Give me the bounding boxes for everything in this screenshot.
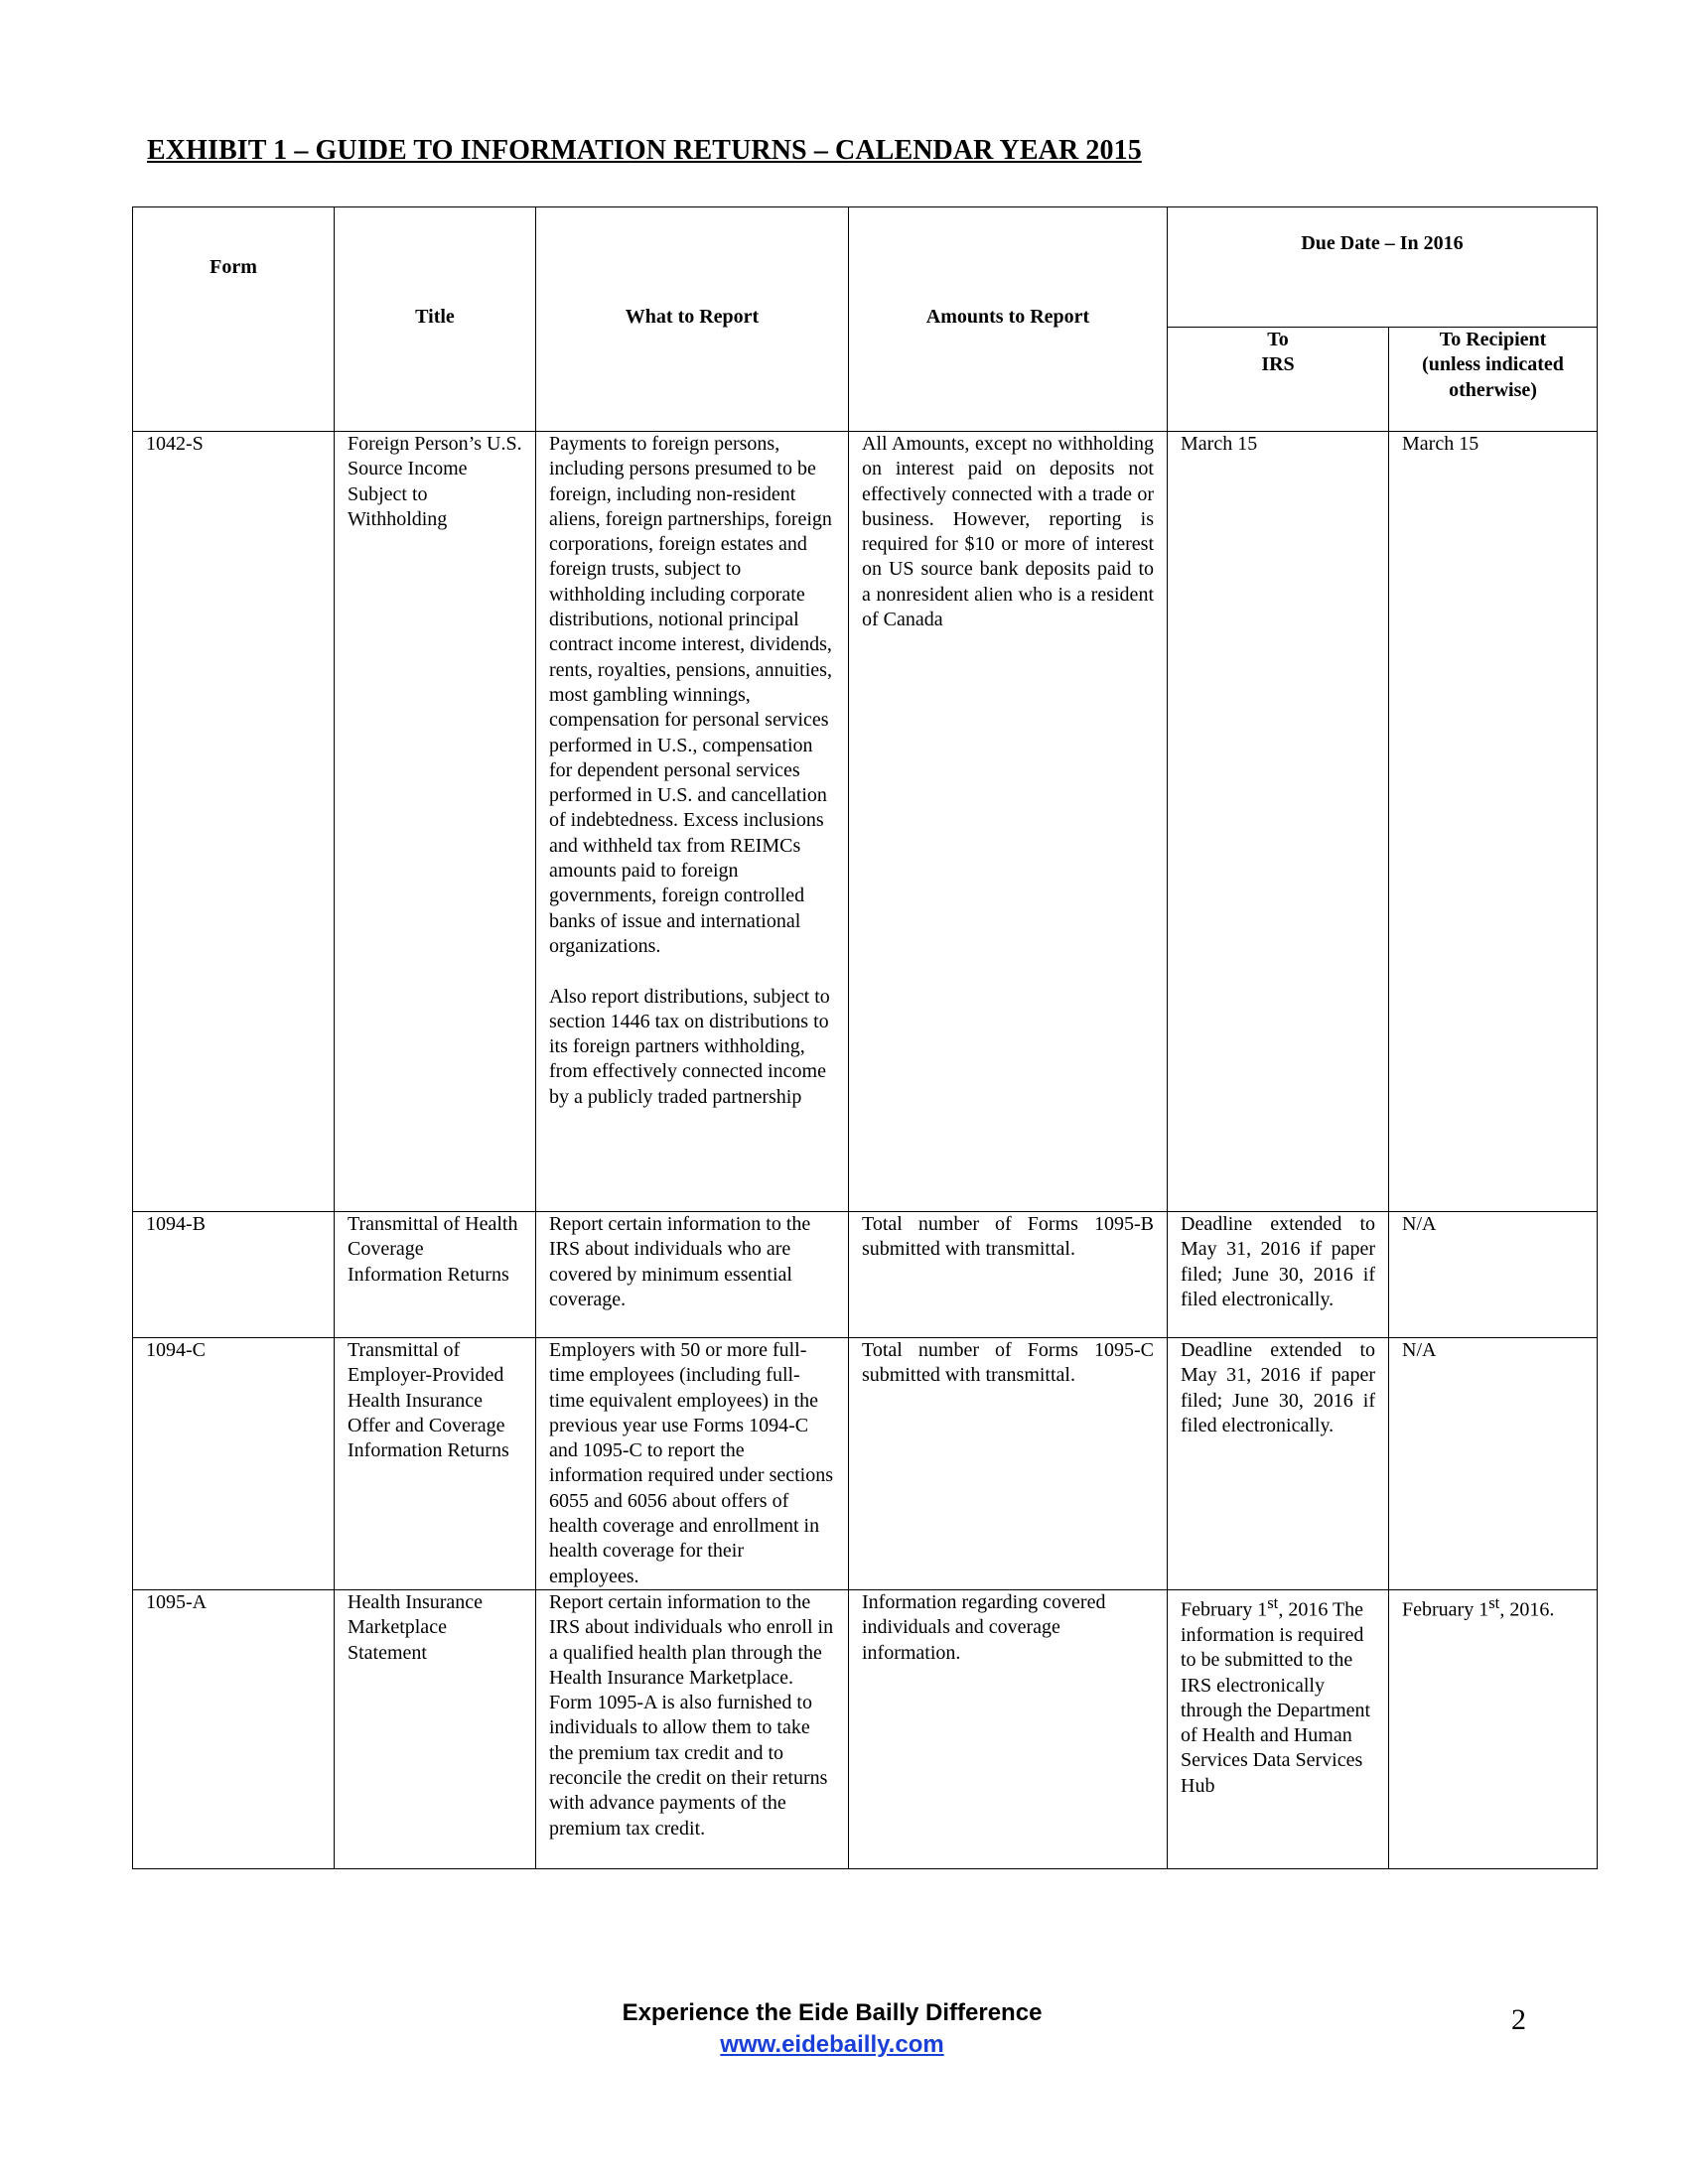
row-amounts-to-report: All Amounts, except no withholding on interest paid on deposits not effectively connected with a trade or business. However, reporting is required for $10 or more of interest on US source bank deposits paid to a nonresident alien who is a resident of Canada <box>849 432 1168 1212</box>
row-what-to-report: Employers with 50 or more full-time employees (including full-time equivalent employees) in the previous year use Forms 1094-C and 1095-C to report the information required under sections 6055 and 6056 about offers of health coverage and enrollment in health coverage for their employees. <box>536 1338 849 1590</box>
row-what-to-report: Payments to foreign persons, including persons presumed to be foreign, including non-resident aliens, foreign partnerships, foreign corporations, foreign estates and foreign trusts, subject to withholding including corporate distributions, notional principal contract income interest, dividends, rents, royalties, pensions, annuities, most gambling winnings, compensation for personal services performed in U.S., compensation for dependent personal services performed in U.S. and cancellation of indebtedness. Excess inclusions and withheld tax from REIMCs amounts paid to foreign governments, foreign controlled banks of issue and international organizations. Also report distributions, subject to section 1446 tax on distributions to its foreign partners withholding, from effectively connected income by a publicly traded partnership <box>536 432 849 1212</box>
header-form: Form <box>133 207 335 432</box>
row-due-to-irs <box>1168 1212 1389 1338</box>
row-amounts-to-report: Information regarding covered individuals and coverage information. <box>849 1590 1168 1869</box>
table-row <box>133 1590 1598 1869</box>
table-row <box>133 432 1598 1212</box>
due-to-recipient-text: N/A <box>1402 1213 1437 1235</box>
row-amounts-to-report: Total number of Forms 1095-B submitted with transmittal. <box>849 1212 1168 1338</box>
due-to-irs-text: Deadline extended to May 31, 2016 if paper filed; June 30, 2016 if filed electronically. <box>1181 1339 1375 1436</box>
row-due-to-irs <box>1168 432 1389 1212</box>
header-title: Title <box>335 207 536 432</box>
due-to-irs-ordinal: st <box>1267 1593 1279 1612</box>
due-to-irs-note: , 2016 The information is required to be submitted to the IRS electronically through the Department of Health and Human Services Data Services Hub <box>1181 1598 1371 1797</box>
row-due-to-recipient <box>1389 432 1598 1212</box>
table-row <box>133 1212 1598 1338</box>
row-title: Health Insurance Marketplace Statement <box>335 1590 536 1869</box>
header-due-date: Due Date – In 2016 <box>1168 207 1598 328</box>
row-what-to-report: Report certain information to the IRS about individuals who are covered by minimum essential coverage. <box>536 1212 849 1338</box>
due-to-recipient-text: N/A <box>1402 1339 1437 1361</box>
footer-website-link[interactable]: www.eidebailly.com <box>720 2031 944 2058</box>
due-to-recipient-text: March 15 <box>1402 433 1479 455</box>
due-to-recipient-ordinal: st <box>1488 1593 1500 1612</box>
due-to-recipient-date: February 1 <box>1402 1598 1489 1621</box>
row-what-to-report: Report certain information to the IRS about individuals who enroll in a qualified health plan through the Health Insurance Marketplace. Form 1095-A is also furnished to individuals to allow them to take the premium tax credit and to reconcile the credit on their returns with advance payments of the premium tax credit. <box>536 1590 849 1869</box>
row-form: 1095-A <box>133 1590 335 1869</box>
due-to-irs-text: Deadline extended to May 31, 2016 if paper filed; June 30, 2016 if filed electronically. <box>1181 1213 1375 1310</box>
document-title: EXHIBIT 1 – GUIDE TO INFORMATION RETURNS – CALENDAR YEAR 2015 <box>147 135 1142 166</box>
footer-tagline: Experience the Eide Bailly Difference <box>622 1999 1043 2026</box>
row-amounts-to-report: Total number of Forms 1095-C submitted with transmittal. <box>849 1338 1168 1590</box>
header-to-recipient: To Recipient (unless indicated otherwise) <box>1389 328 1598 432</box>
header-amounts-to-report: Amounts to Report <box>849 207 1168 432</box>
row-due-to-recipient <box>1389 1212 1598 1338</box>
header-row-main <box>133 207 1598 328</box>
row-due-to-irs <box>1168 1590 1389 1869</box>
row-form: 1094-B <box>133 1212 335 1338</box>
row-title: Transmittal of Health Coverage Information Returns <box>335 1212 536 1338</box>
row-title: Foreign Person’s U.S. Source Income Subject to Withholding <box>335 432 536 1212</box>
row-due-to-recipient <box>1389 1590 1598 1869</box>
header-to-irs: To IRS <box>1168 328 1389 432</box>
row-form: 1042-S <box>133 432 335 1212</box>
due-to-recipient-note: , 2016. <box>1499 1598 1555 1621</box>
row-due-to-irs <box>1168 1338 1389 1590</box>
page-number: 2 <box>1511 2003 1526 2036</box>
table-row <box>133 1338 1598 1590</box>
information-returns-table <box>132 206 1598 1869</box>
header-what-to-report: What to Report <box>536 207 849 432</box>
due-to-irs-text: March 15 <box>1181 433 1258 455</box>
due-to-irs-date: February 1 <box>1181 1598 1268 1621</box>
row-title: Transmittal of Employer-Provided Health Insurance Offer and Coverage Information Returns <box>335 1338 536 1590</box>
row-due-to-recipient <box>1389 1338 1598 1590</box>
row-form: 1094-C <box>133 1338 335 1590</box>
